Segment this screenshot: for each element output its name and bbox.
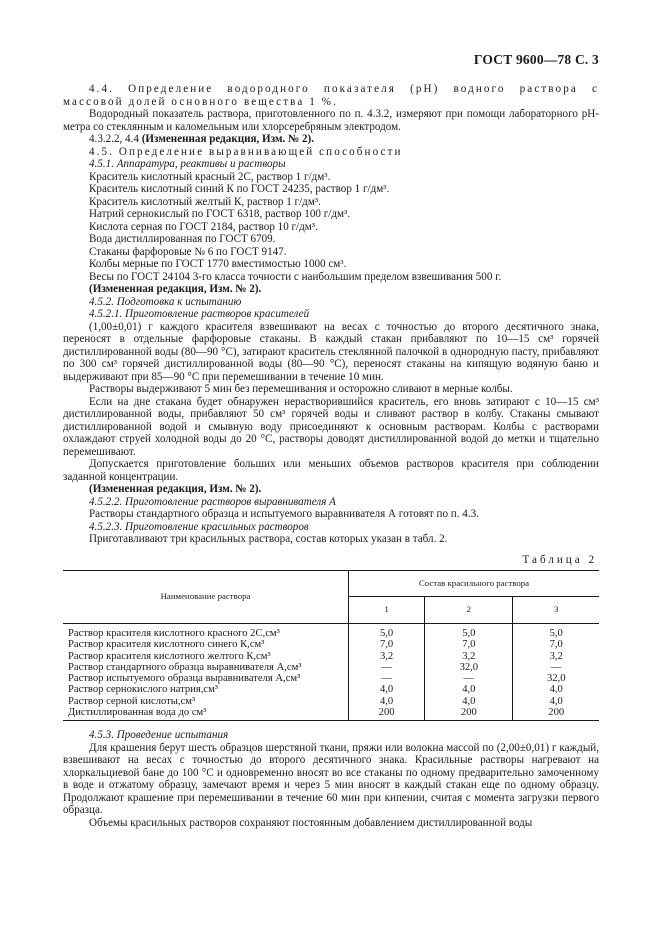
cell-value: 4,0 — [425, 696, 513, 707]
list-item: Весы по ГОСТ 24104 3-го класса точности с наибольшим пределом взвешивания 500 г. — [89, 270, 502, 283]
list-item: Натрий сернокислый по ГОСТ 6318, раствор 100 г/дм³. — [89, 208, 351, 220]
row-name: Раствор красителя кислотного желтого К,см³ — [63, 651, 349, 662]
column-header-name: Наименование раствора — [63, 571, 349, 624]
cell-value: 200 — [513, 707, 599, 721]
cell-value: 3,2 — [425, 651, 513, 662]
row-name: Раствор красителя кислотного красного 2С,см³ — [63, 624, 349, 640]
row-name: Раствор испытуемого образца выравнивателя А,см³ — [63, 673, 349, 684]
paragraph: (1,00±0,01) г каждого красителя взвешивают на весах с точностью до второго десятичного знака, переносят в отдельные фарфоровые стаканы. В каждый стакан прибавляют по 10—15 см³ горячей дистиллированной воды (80—90 °С), затирают краситель стеклянной палочкой в однородную пасту, прибавляют по 300 см³ горячей дистиллированной воды (80—90 °С), переносят стаканы на кипящую водяную баню и выдерживают при 85—90 °С при перемешивании в течение 10 мин. — [63, 320, 599, 383]
amendment-label: (Измененная редакция, Изм. № 2). — [89, 283, 262, 295]
paragraph: Если на дне стакана будет обнаружен нерастворившийся краситель, его вновь затирают с 10—15 см³ дистиллированной воды, прибавляют 50 см³ горячей воды и сливают раствор в колбу. Стаканы смывают дистиллированной водой и смывную воду присоединяют к основным растворам. Колбы с растворами охлаждают струей холодной воды до 20 °С, растворы доводят дистиллированной водой до метки и тщательно перемешивают. — [63, 395, 599, 458]
column-header-group: Состав красильного раствора — [349, 571, 600, 597]
cell-value: 4,0 — [379, 695, 394, 707]
cell-value: 3,2 — [379, 650, 394, 662]
row-name: Раствор красителя кислотного синего К,см³ — [63, 639, 349, 650]
cell-value: — — [381, 661, 392, 673]
table-row — [63, 696, 599, 707]
cell-value: 7,0 — [549, 639, 563, 651]
table-row — [63, 684, 599, 695]
document-body — [63, 83, 599, 829]
cell-value: 4,0 — [425, 684, 513, 695]
row-name: Дистиллированная вода до см³ — [63, 707, 349, 721]
cell-value: 4,0 — [549, 695, 563, 707]
cell-value: 200 — [425, 707, 513, 721]
list-item: Вода дистиллированная по ГОСТ 6709. — [89, 233, 276, 245]
row-name: Раствор сернокислого натрия,см³ — [63, 684, 349, 695]
amendment-label: (Измененная редакция, Изм. № 2). — [141, 133, 315, 145]
table-row — [63, 639, 599, 650]
cell-value: 3,2 — [549, 650, 563, 662]
list-item: Краситель кислотный красный 2С, раствор 1 г/дм³. — [89, 170, 331, 183]
column-header-2: 2 — [425, 597, 513, 624]
cell-value: — — [425, 673, 513, 684]
subsection-heading: 4.5.2. Подготовка к испытанию — [89, 295, 242, 308]
cell-value: 7,0 — [379, 639, 394, 651]
column-header-1: 1 — [349, 597, 425, 624]
list-item: Краситель кислотный синий К по ГОСТ 24235, раствор 1 г/дм³. — [89, 183, 390, 195]
paragraph: Допускается приготовление больших или меньших объемов растворов красителя при соблюдении заданной концентрации. — [63, 458, 599, 483]
cell-value: 32,0 — [546, 673, 566, 685]
paragraph: Растворы стандартного образца и испытуемого выравнивателя А готовят по п. 4.3. — [89, 508, 479, 520]
subsection-heading: 4.5.2.3. Приготовление красильных растворов — [89, 520, 309, 533]
section-4-4-title: 4.4. Определение водородного показателя (рН) водного раствора с массовой долей основного вещества 1 %. — [63, 83, 599, 108]
table-row — [63, 707, 599, 721]
table-row — [63, 624, 599, 640]
cell-value: 4,0 — [379, 684, 394, 696]
row-name: Раствор серной кислоты,см³ — [63, 696, 349, 707]
composition-table — [63, 570, 599, 721]
paragraph: Для крашения берут шесть образцов шерстяной ткани, пряжи или волокна массой по (2,00±0,01) г каждый, взвешивают на весах с точностью до второго десятичного знака. Красильные растворы нагревают на хлоркальциевой бане до 100 °С и одновременно вносят во все стаканы по одному предварительно замоченному в воде и отжатому образцу, замечают время и через 5 мин вносят в каждый стакан еще по одному образцу. Продолжают крашение при перемешивании в течение 60 мин при кипении, считая с момента загрузки первого образца. — [63, 741, 599, 817]
paragraph: Объемы красильных растворов сохраняют постоянным добавлением дистиллированной воды — [89, 816, 533, 829]
cell-value: 32,0 — [425, 662, 513, 673]
cell-value: 5,0 — [549, 628, 563, 639]
list-item: Колбы мерные по ГОСТ 1770 вместимостью 1000 см³. — [89, 258, 347, 270]
paragraph: Приготавливают три красильных раствора, состав которых указан в табл. 2. — [89, 533, 448, 545]
section-4-5-title: 4.5. Определение выравнивающей способности — [89, 145, 403, 158]
paragraph: Водородный показатель раствора, приготовленного по п. 4.3.2, измеряют при помощи лабораторного рН-метра со стеклянным и каломельным или хлорсеребряным электродом. — [63, 108, 599, 133]
list-item: Стаканы фарфоровые № 6 по ГОСТ 9147. — [89, 245, 287, 258]
subsection-heading: 4.5.1. Аппаратура, реактивы и растворы — [89, 158, 286, 170]
list-item: Краситель кислотный желтый К, раствор 1 г/дм³. — [89, 195, 321, 208]
clause-refs: 4.3.2.2, 4.4 — [89, 133, 139, 145]
list-item: Кислота серная по ГОСТ 2184, раствор 10 г/дм³. — [89, 220, 318, 233]
paragraph: Растворы выдерживают 5 мин без перемешивания и осторожно сливают в мерные колбы. — [89, 383, 513, 395]
column-header-3: 3 — [513, 597, 599, 624]
cell-value: 200 — [349, 707, 425, 721]
cell-value: 7,0 — [425, 639, 513, 650]
cell-value: 4,0 — [549, 684, 563, 696]
table-row — [63, 662, 599, 673]
subsection-heading: 4.5.2.2. Приготовление растворов выравнивателя А — [89, 495, 336, 508]
page-header: ГОСТ 9600—78 С. 3 — [473, 52, 599, 67]
amendment-note — [63, 133, 599, 146]
table-row — [63, 673, 599, 684]
spacer — [63, 721, 599, 729]
table-row — [63, 651, 599, 662]
subsection-heading: 4.5.3. Проведение испытания — [89, 729, 229, 742]
amendment-label: (Измененная редакция, Изм. № 2). — [89, 483, 262, 495]
cell-value: 5,0 — [379, 628, 394, 639]
subsection-heading: 4.5.2.1. Приготовление растворов красителей — [89, 308, 310, 320]
cell-value: — — [381, 673, 392, 685]
table-caption: Таблица 2 — [522, 553, 597, 566]
cell-value: 5,0 — [425, 624, 513, 640]
row-name: Раствор стандартного образца выравнивателя А,см³ — [63, 662, 349, 673]
cell-value: — — [550, 661, 562, 673]
